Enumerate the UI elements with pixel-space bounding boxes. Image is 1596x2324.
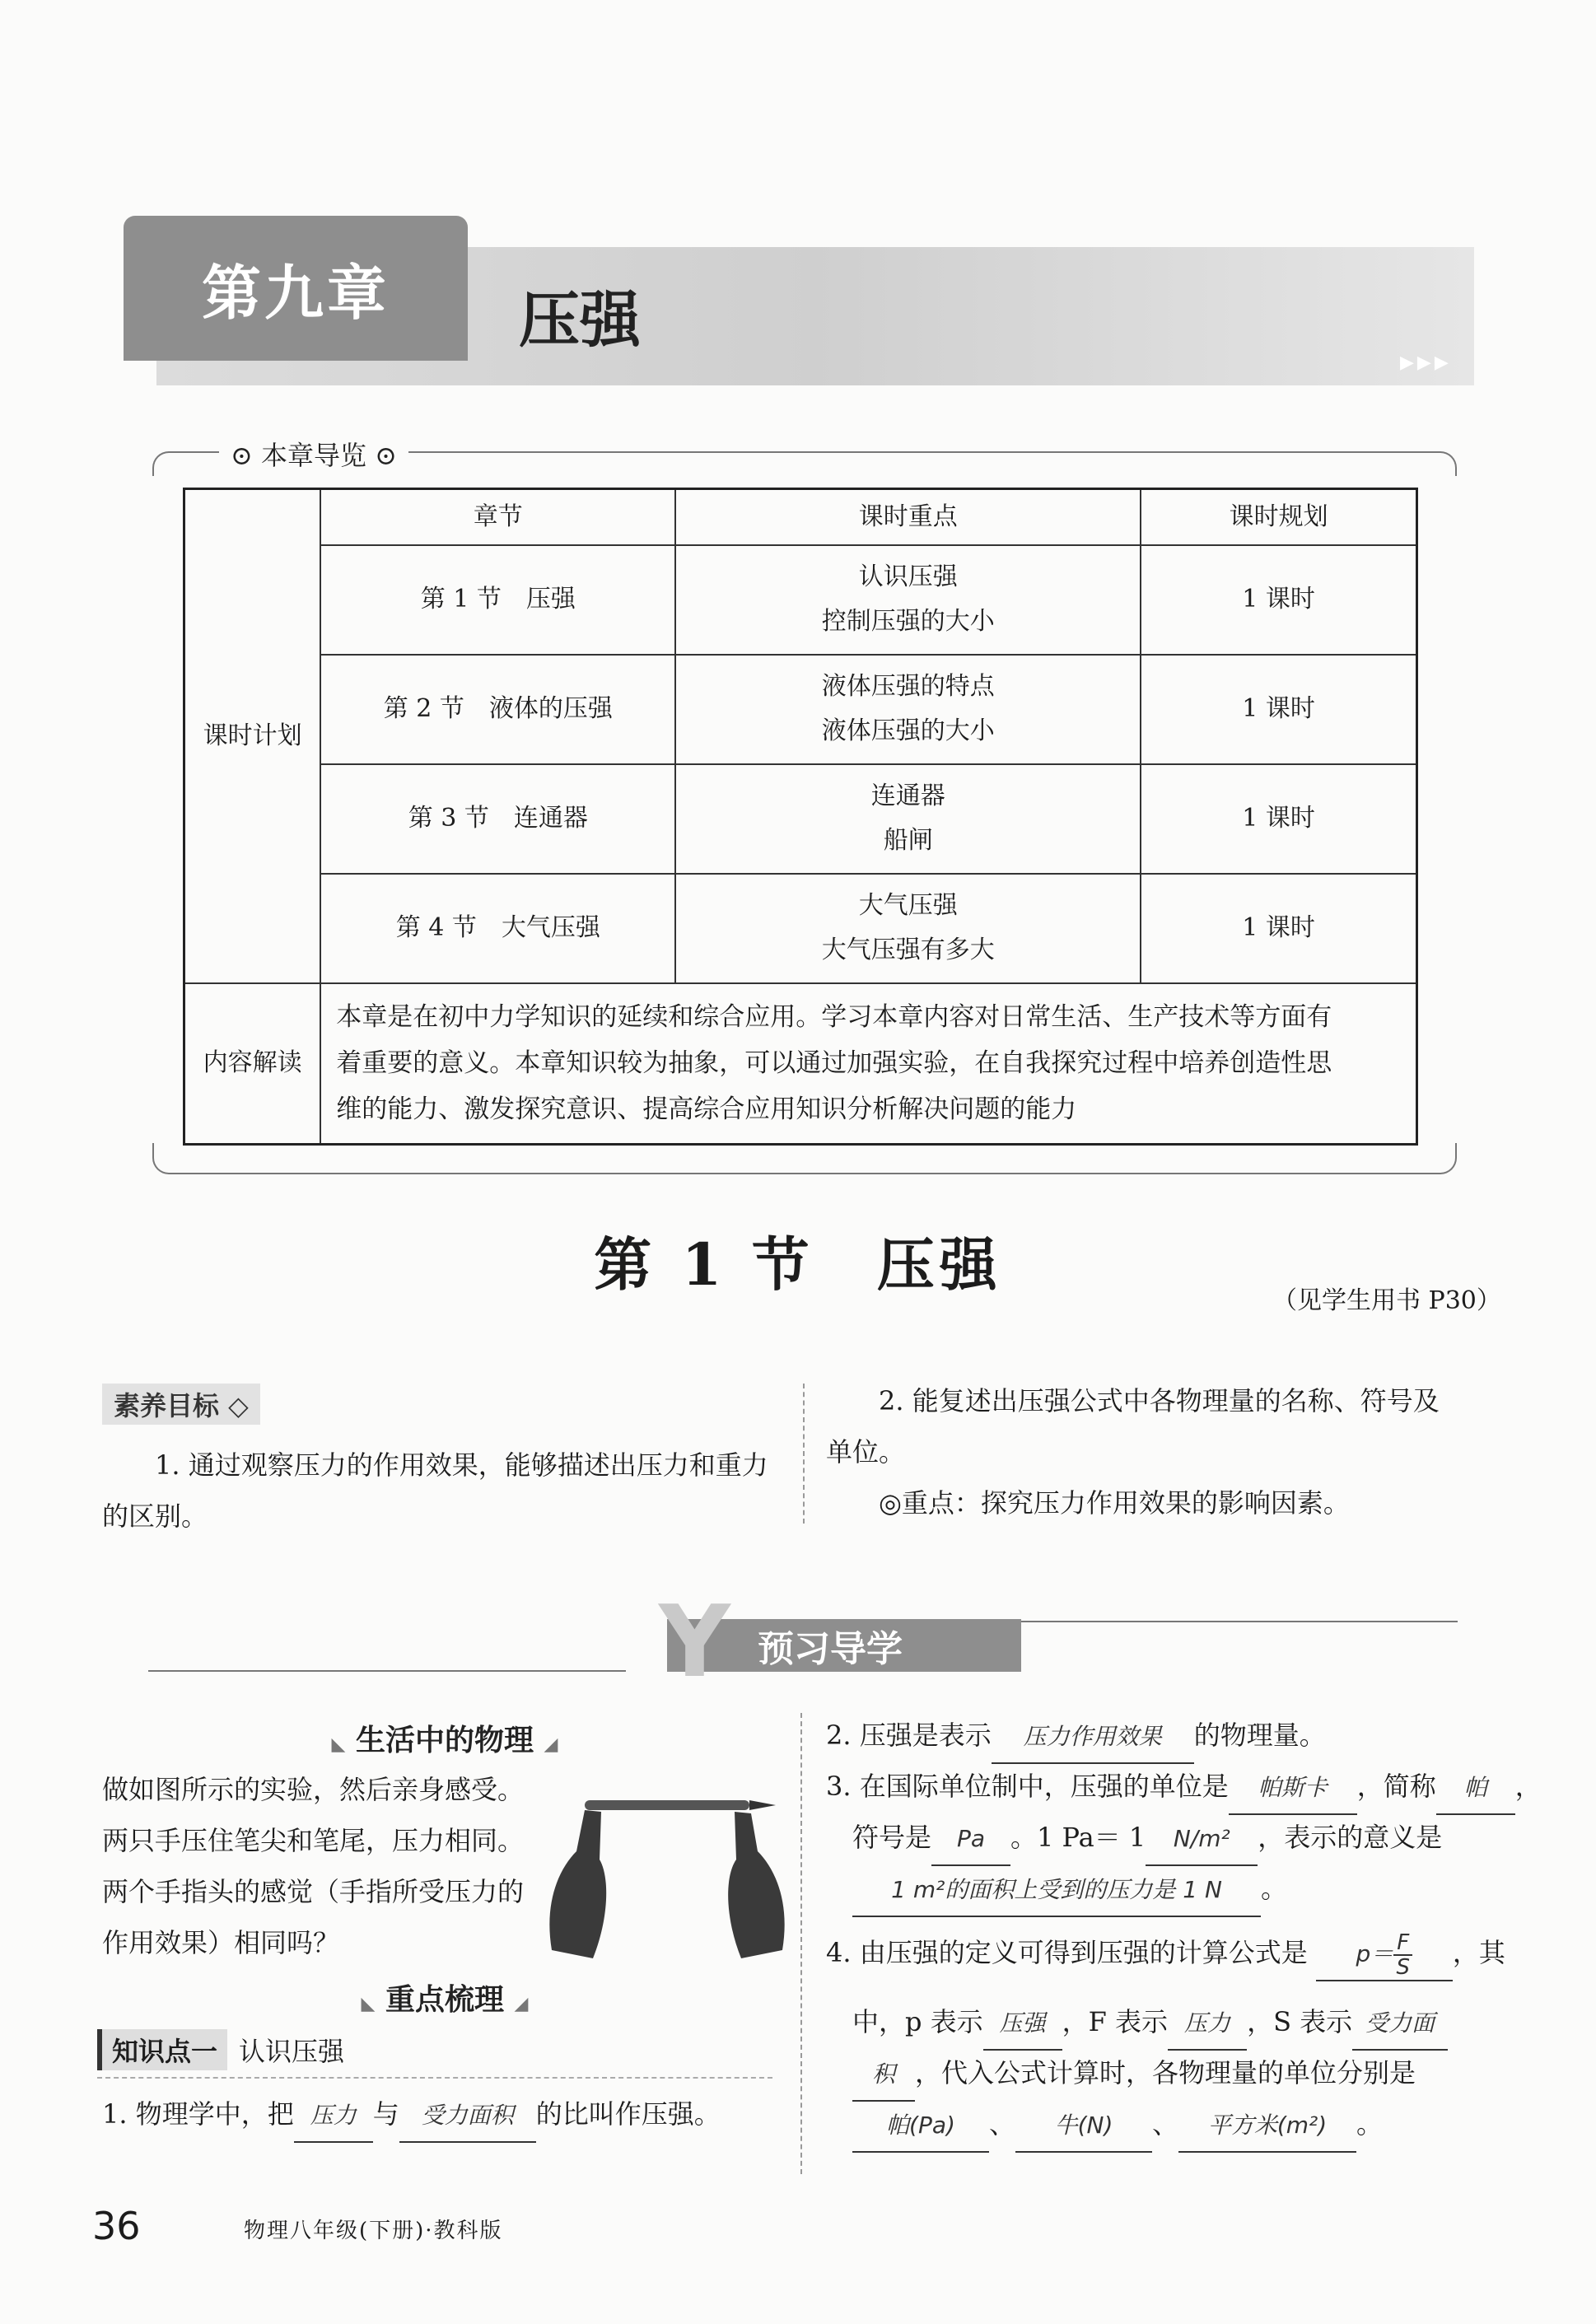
- preview-banner-label: 预习导学: [758, 1628, 903, 1670]
- row-focus: 认识压强 控制压强的大小: [675, 545, 1141, 655]
- goal-1-cont: 的区别。: [102, 1500, 208, 1532]
- table-row: [184, 874, 1417, 983]
- row-section: 第 1 节 压强: [320, 545, 675, 655]
- table-row: [184, 655, 1417, 764]
- answer-blank: Pa: [931, 1813, 1010, 1866]
- question-4-line-1: 4. 由压强的定义可得到压强的计算公式是 p＝ $\frac{F}{S}$ ，其: [826, 1930, 1505, 1980]
- answer-blank: 受力面积: [399, 2090, 536, 2143]
- row-focus: 大气压强 大气压强有多大: [675, 874, 1141, 983]
- content-label: 内容解读: [184, 983, 321, 1145]
- row-hours: 1 课时: [1141, 545, 1416, 655]
- kp-title: 认识压强: [239, 2036, 345, 2067]
- question-4-line-3: 积 ，代入公式计算时，各物理量的单位分别是: [852, 2047, 1416, 2102]
- pencil-tip: [749, 1800, 776, 1810]
- row-hours: 1 课时: [1141, 655, 1416, 764]
- knowledge-point-1: [97, 2029, 344, 2070]
- row-section: 第 2 节 液体的压强: [320, 655, 675, 764]
- row-section: 第 4 节 大气压强: [320, 874, 675, 983]
- goal-2-cont: 单位。: [826, 1436, 906, 1468]
- answer-blank: N/m²: [1146, 1813, 1258, 1866]
- question-3-line-1: 3. 在国际单位制中，压强的单位是 帕斯卡 ，简称 帕 ，: [826, 1761, 1542, 1815]
- question-2: 2. 压强是表示 压力作用效果 的物理量。: [826, 1710, 1326, 1764]
- goal-2: 2. 能复述出压强公式中各物理量的名称、符号及: [879, 1385, 1440, 1416]
- life-line-3: 两个手指头的感觉（手指所受压力的: [102, 1876, 525, 1907]
- goal-1: 1. 通过观察压力的作用效果，能够描述出压力和重力: [155, 1449, 768, 1481]
- answer-blank: 平方米(m²): [1178, 2100, 1356, 2153]
- preview-y-icon: Y: [659, 1585, 730, 1700]
- student-book-ref: （见学生用书 P30）: [1272, 1286, 1501, 1315]
- page-number: 36: [92, 2204, 141, 2248]
- row-hours: 1 课时: [1141, 874, 1416, 983]
- pencil: [585, 1800, 749, 1810]
- row-section: 第 3 节 连通器: [320, 764, 675, 874]
- preview-line-left: [148, 1670, 626, 1672]
- chapter-title: 压强: [519, 285, 641, 356]
- row-focus: 连通器 船闸: [675, 764, 1141, 874]
- formula-blank: p＝ $\frac{F}{S}$: [1316, 1929, 1453, 1981]
- chapter-label: 第九章: [201, 259, 390, 328]
- plan-label: 课时计划: [184, 489, 321, 983]
- header-hours: 课时规划: [1141, 489, 1416, 545]
- overview-frame-bottom: [152, 1143, 1457, 1174]
- row-focus: 液体压强的特点 液体压强的大小: [675, 655, 1141, 764]
- table-row: [184, 545, 1417, 655]
- content-description: 本章是在初中力学知识的延续和综合应用。学习本章内容对日常生活、生产技术等方面有 着重要的意义。本章知识较为抽象，可以通过加强实验，在自我探究过程中培养创造性思 维的能力、激发探究意识、提高综合应用知识分析解决问题的能力: [320, 983, 1416, 1145]
- answer-blank: 压强: [983, 1998, 1062, 2051]
- chapter-plan-table: [183, 488, 1418, 1146]
- answer-blank: 受力面: [1352, 1998, 1448, 2051]
- key-point: ◎重点：探究压力作用效果的影响因素。: [879, 1487, 1350, 1519]
- preview-line-right: [1021, 1621, 1458, 1622]
- chapter-label-box: [124, 216, 468, 361]
- key-summary-heading: ◣ 重点梳理 ◢: [361, 1983, 529, 2017]
- column-divider: [803, 1384, 805, 1524]
- answer-blank: 帕(Pa): [852, 2100, 989, 2153]
- header-section: 章节: [320, 489, 675, 545]
- left-hand: [549, 1810, 606, 1958]
- formula-fraction: $\frac{F}{S}$: [1393, 1931, 1412, 1979]
- answer-blank: 1 m²的面积上受到的压力是 1 N: [852, 1864, 1261, 1917]
- kp-divider: [97, 2077, 772, 2079]
- right-hand: [728, 1812, 785, 1958]
- life-line-2: 两只手压住笔尖和笔尾，压力相同。: [102, 1825, 525, 1856]
- book-title-footer: 物理八年级(下册)·教科版: [244, 2219, 503, 2243]
- question-3-line-2: 符号是 Pa 。1 Pa＝ 1 N/m² ，表示的意义是: [852, 1812, 1442, 1866]
- section-title: 第 1 节 压强: [594, 1230, 1002, 1299]
- question-3-line-3: 1 m²的面积上受到的压力是 1 N 。: [852, 1863, 1287, 1917]
- answer-blank: 帕斯卡: [1229, 1762, 1357, 1815]
- answer-blank: 压力: [294, 2090, 373, 2143]
- answer-blank: 压力: [1168, 1998, 1247, 2051]
- goals-tag: 素养目标 ◇: [102, 1384, 260, 1425]
- life-line-1: 做如图所示的实验，然后亲身感受。: [102, 1774, 525, 1805]
- life-physics-heading: ◣ 生活中的物理 ◢: [331, 1724, 558, 1757]
- answer-blank: 压力作用效果: [992, 1711, 1194, 1764]
- column-divider-2: [800, 1713, 802, 2174]
- banner-arrows-icon: ▶▶▶: [1400, 352, 1452, 373]
- answer-blank: 积: [852, 2049, 915, 2102]
- overview-title: ⊙ 本章导览 ⊙: [219, 435, 408, 473]
- question-4-line-2: 中，p 表示 压强 ，F 表示 压力 ，S 表示 受力面: [852, 1996, 1448, 2051]
- question-4-line-4: 帕(Pa) 、 牛(N) 、 平方米(m²) 。: [852, 2098, 1383, 2153]
- answer-blank: 牛(N): [1015, 2100, 1152, 2153]
- row-hours: 1 课时: [1141, 764, 1416, 874]
- answer-blank: 帕: [1436, 1762, 1515, 1815]
- hands-pressing-pencil-illustration: [544, 1777, 791, 1967]
- question-1: 1. 物理学中，把 压力 与 受力面积 的比叫作压强。: [102, 2088, 721, 2143]
- kp-tag: 知识点一: [97, 2029, 227, 2070]
- life-line-4: 作用效果）相同吗？: [102, 1927, 340, 1958]
- table-row: [184, 764, 1417, 874]
- header-focus: 课时重点: [675, 489, 1141, 545]
